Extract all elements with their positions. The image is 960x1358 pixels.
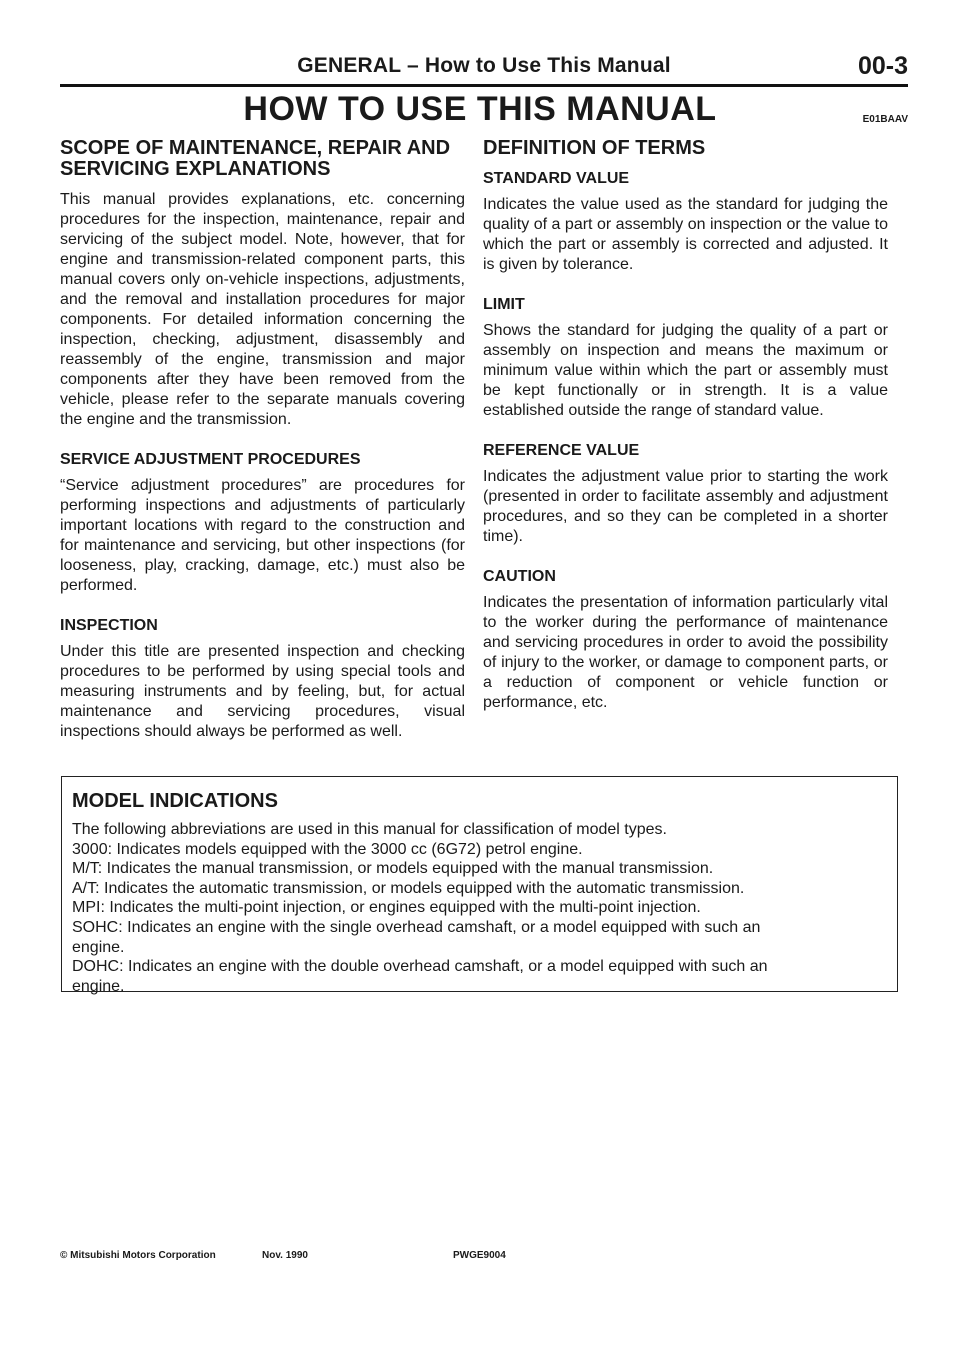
left-column — [60, 138, 465, 762]
abbrev-at: A/T: Indicates the automatic transmission, or models equipped with the automatic transmission. — [72, 879, 745, 897]
limit-heading: LIMIT — [483, 296, 525, 313]
page-title: HOW TO USE THIS MANUAL — [243, 90, 717, 128]
standard-value-heading: STANDARD VALUE — [483, 170, 630, 187]
publish-date: Nov. 1990 — [262, 1250, 308, 1261]
abbrev-dohc-cont: engine. — [72, 977, 125, 995]
model-indications-heading: MODEL INDICATIONS — [72, 790, 278, 812]
abbrev-mpi: MPI: Indicates the multi-point injection, or engines equipped with the multi-point injection. — [72, 899, 701, 917]
header-rule — [60, 84, 908, 87]
service-adjustment-text: “Service adjustment procedures” are procedures for performing inspections and adjustments of particularly important locations with regard to the construction and for maintenance and servicing, but other inspections (for looseness, play, cracking, damage, etc.) must also be performed. — [60, 477, 465, 594]
model-intro: The following abbreviations are used in this manual for classification of model types. — [72, 821, 667, 838]
header-title: GENERAL – How to Use This Manual — [297, 54, 671, 77]
inspection-text: Under this title are presented inspection and checking procedures to be performed by using special tools and measuring instruments and by feeling, but, for actual maintenance and servicing procedures, visual inspections should always be performed as well. — [60, 643, 465, 740]
page-number: 00-3 — [857, 52, 908, 80]
caution-heading: CAUTION — [483, 568, 556, 585]
copyright: © Mitsubishi Motors Corporation — [60, 1250, 216, 1261]
inspection-heading: INSPECTION — [60, 617, 158, 634]
section-code: E01BAAV — [862, 114, 908, 125]
scope-text: This manual provides explanations, etc. concerning procedures for the inspection, maintenance, repair and servicing of the subject model. Note, however, that for engine and transmission-related component parts, this manual covers only on-vehicle inspections, adjustments, and the removal and installation procedures for major components. For detailed information concerning the inspection, checking, adjustment, disassembly and reassembly of the engine, transmission and major components after they have been removed from the vehicle, please refer to the separate manuals covering the engine and the transmission. — [60, 191, 465, 428]
reference-value-text: Indicates the adjustment value prior to starting the work (presented in order to facilitate assembly and adjustment procedures, and so they can be completed in a shorter time). — [483, 468, 888, 545]
abbrev-sohc-cont: engine. — [72, 938, 125, 956]
abbrev-mt: M/T: Indicates the manual transmission, or models equipped with the manual transmission. — [72, 860, 714, 878]
standard-value-text: Indicates the value used as the standard for judging the quality of a part or assembly on inspection or the value to which the part or assembly is corrected and adjusted. It is given by tolerance. — [483, 196, 888, 273]
caution-text: Indicates the presentation of information particularly vital to the worker during the performance of maintenance and servicing procedures in order to avoid the possibility of injury to the worker, or damage to component parts, or a reduction of component or vehicle function or performance, etc. — [483, 594, 888, 711]
scope-heading: SCOPE OF MAINTENANCE, REPAIR AND SERVICING EXPLANATIONS — [60, 137, 451, 180]
limit-text: Shows the standard for judging the quality of a part or assembly on inspection and means the maximum or minimum value within which the part or assembly must be kept functionally or in strength. It is a value established outside the range of standard value. — [483, 322, 888, 419]
abbrev-sohc: SOHC: Indicates an engine with the single overhead camshaft, or a model equipped with such an — [72, 918, 761, 936]
document-code: PWGE9004 — [453, 1250, 506, 1261]
reference-value-heading: REFERENCE VALUE — [483, 442, 640, 459]
definition-heading: DEFINITION OF TERMS — [483, 137, 706, 159]
abbrev-dohc: DOHC: Indicates an engine with the double overhead camshaft, or a model equipped with such an — [72, 958, 768, 976]
right-column — [483, 138, 888, 733]
abbrev-3000: 3000: Indicates models equipped with the 3000 cc (6G72) petrol engine. — [72, 840, 583, 858]
page-header — [60, 54, 908, 84]
service-adjustment-heading: SERVICE ADJUSTMENT PROCEDURES — [60, 451, 361, 468]
model-indications-box — [61, 776, 898, 995]
